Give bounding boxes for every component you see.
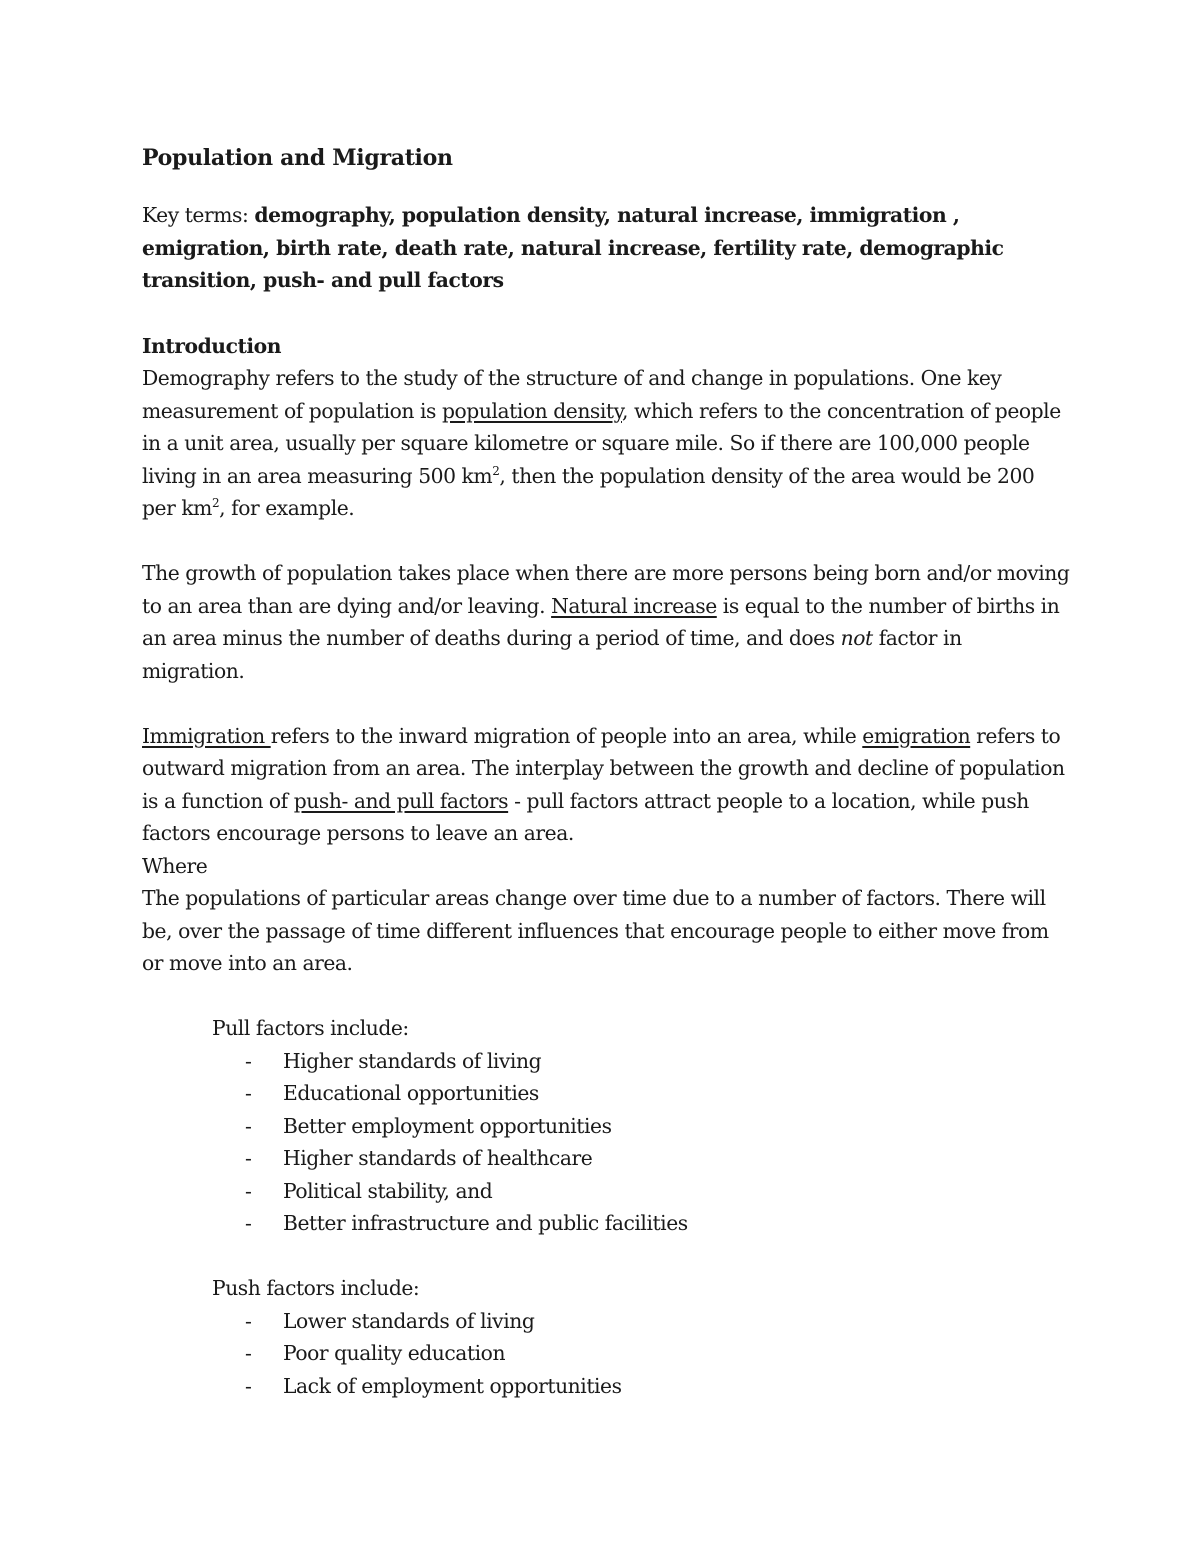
term-immigration: Immigration [142, 723, 271, 748]
dash-bullet: - [245, 1178, 252, 1203]
list-item [212, 1045, 1070, 1078]
intro-p3-text-b: refers to outward migration from an area. The interplay between the growth and decline of population is a function of [142, 723, 1065, 813]
list-item [212, 1077, 1070, 1110]
dash-bullet: - [245, 1373, 252, 1398]
term-push-pull-factors: push- and pull factors [293, 788, 509, 813]
intro-p1-text-a: Demography refers to the study of the structure of and change in populations. One key measurement of population is [142, 366, 1002, 423]
list-item [212, 1110, 1070, 1143]
list-item-text: Higher standards of living [283, 1048, 542, 1073]
dash-bullet: - [245, 1211, 252, 1235]
list-item-text: Lack of employment opportunities [283, 1373, 622, 1398]
intro-p2-text-c: factor in migration. [142, 626, 962, 683]
superscript-2: 2 [211, 496, 220, 511]
list-item [212, 1207, 1070, 1240]
term-emigration: emigration [862, 723, 971, 748]
list-item [212, 1370, 1070, 1403]
list-item-text: Poor quality education [283, 1341, 506, 1365]
intro-p3-text-c: - pull factors attract people to a location, while push factors encourage persons to leave an area. [142, 788, 1029, 845]
push-factors-section [212, 1272, 1070, 1402]
intro-p1-text-c: , then the population density of the area would be 200 per km [142, 463, 1035, 520]
list-item-text: Educational opportunities [283, 1081, 539, 1105]
pull-factors-heading: Pull factors include: [212, 1016, 409, 1040]
where-line: Where [142, 853, 208, 878]
intro-p1-text-d: , for example. [219, 496, 355, 520]
dash-bullet: - [245, 1308, 252, 1333]
push-factors-list [212, 1305, 1070, 1403]
list-item [212, 1305, 1070, 1338]
introduction-heading: Introduction [142, 333, 282, 358]
key-terms-list: demography, population density, natural increase, immigration , emigration, birth rate, death rate, natural increase, fertility rate, demographic transition, push- and pull factors [142, 203, 1004, 292]
term-natural-increase: Natural increase [551, 593, 717, 618]
pull-factors-list [212, 1045, 1070, 1240]
superscript-2: 2 [492, 463, 500, 478]
list-item [212, 1142, 1070, 1175]
push-factors-heading: Push factors include: [212, 1276, 420, 1300]
key-terms-label: Key terms: [142, 203, 255, 227]
dash-bullet: - [245, 1048, 252, 1073]
document-title: Population and Migration [142, 145, 453, 171]
list-item-text: Better employment opportunities [283, 1113, 612, 1138]
list-item [212, 1337, 1070, 1370]
intro-p3-text-a: refers to the inward migration of people into an area, while [270, 723, 863, 748]
intro-paragraph-2 [142, 557, 1070, 687]
list-item [212, 1175, 1070, 1208]
key-terms-paragraph [142, 199, 1070, 297]
dash-bullet: - [245, 1113, 252, 1138]
dash-bullet: - [245, 1081, 252, 1105]
intro-paragraph-1 [142, 362, 1070, 525]
intro-paragraph-4: The populations of particular areas change over time due to a number of factors. There will be, over the passage of time different influences that encourage people to either move from or move into an area. [142, 886, 1049, 975]
intro-p2-text-b: is equal to the number of births in an area minus the number of deaths during a period of time, and does [142, 593, 1060, 650]
dash-bullet: - [245, 1341, 252, 1365]
list-item-text: Political stability, and [283, 1178, 493, 1203]
intro-p1-text-b: , which refers to the concentration of people in a unit area, usually per square kilometre or square mile. So if there are 100,000 people living in an area measuring 500 km [142, 398, 1061, 488]
dash-bullet: - [245, 1146, 252, 1170]
intro-p2-text-a: The growth of population takes place when there are more persons being born and/or moving to an area than are dying and/or leaving. [142, 561, 1070, 618]
list-item-text: Better infrastructure and public facilities [283, 1211, 688, 1235]
intro-paragraph-3 [142, 720, 1070, 850]
pull-factors-section [212, 1012, 1070, 1240]
term-population-density: population density [442, 398, 622, 423]
list-item-text: Higher standards of healthcare [283, 1146, 593, 1170]
list-item-text: Lower standards of living [283, 1308, 535, 1333]
emphasis-not: not [840, 626, 873, 650]
